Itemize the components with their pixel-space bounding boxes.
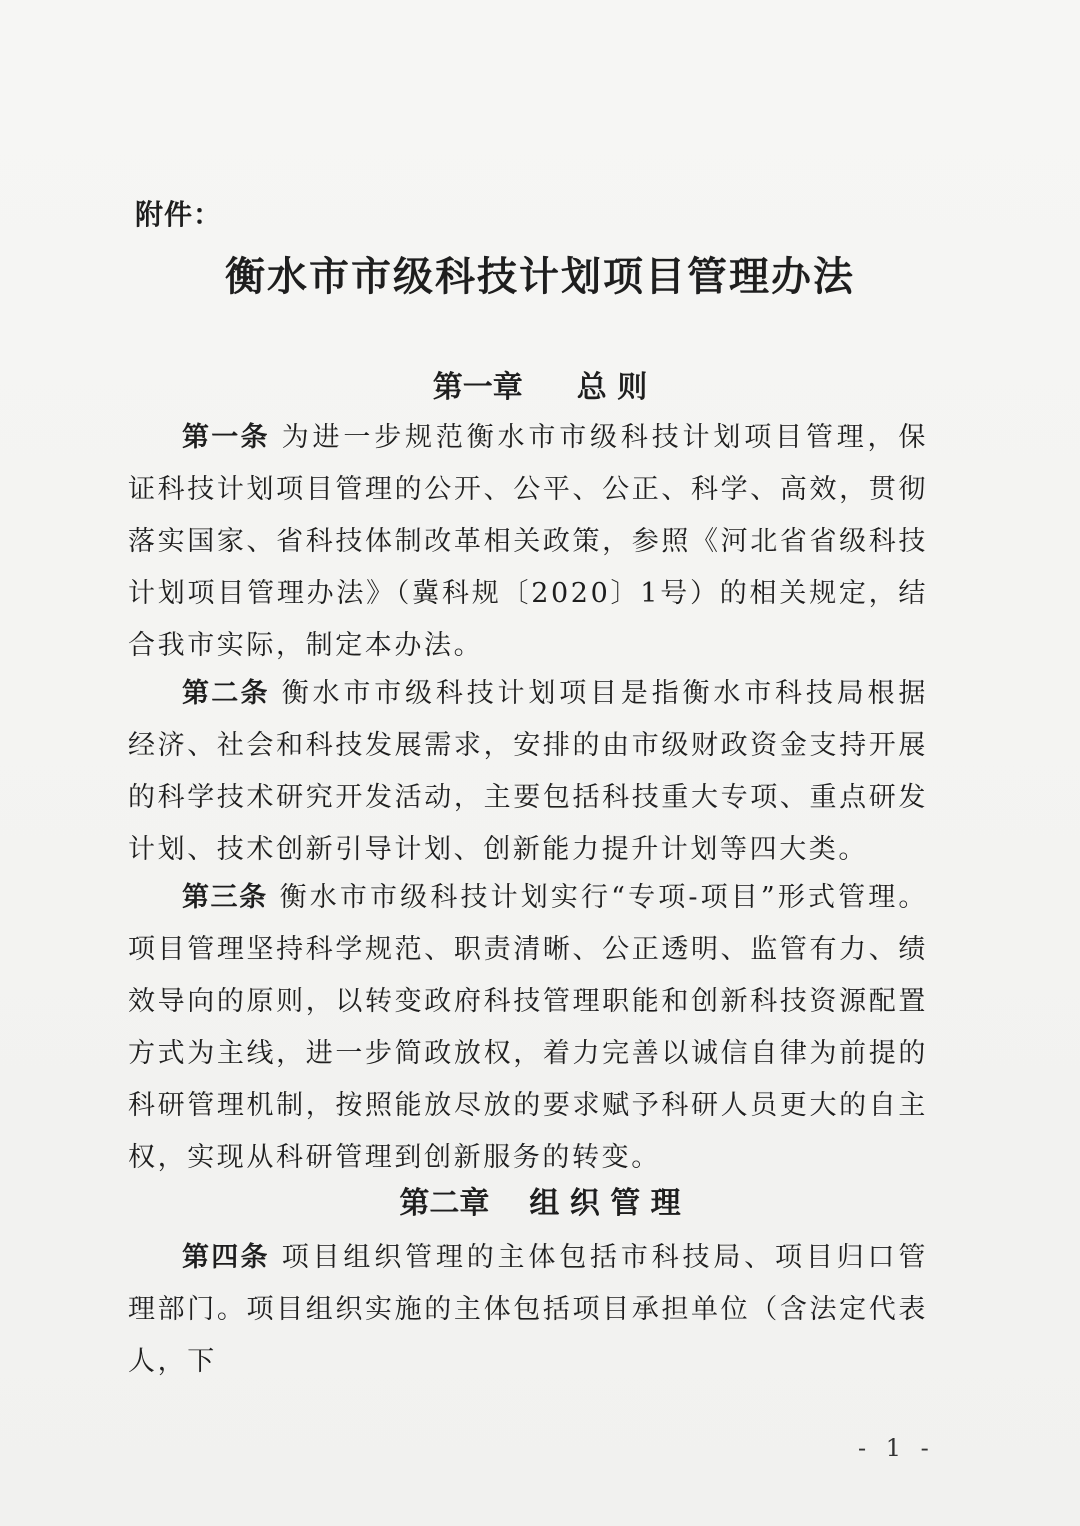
article-label: 第四条	[182, 1242, 270, 1273]
article-label: 第三条	[182, 882, 268, 913]
article-paragraph	[128, 668, 928, 876]
article-text: 衡水市市级科技计划实行“专项-项目”形式管理。项目管理坚持科学规范、职责清晰、公正透明、监管有力、绩效导向的原则，以转变政府科技管理职能和创新科技资源配置方式为主线，进一步简政放权，着力完善以诚信自律为前提的科研管理机制，按照能放尽放的要求赋予科研人员更大的自主权，实现从科研管理到创新服务的转变。	[128, 882, 929, 1173]
article-text: 为进一步规范衡水市市级科技计划项目管理，保证科技计划项目管理的公开、公平、公正、科学、高效，贯彻落实国家、省科技体制改革相关政策，参照《河北省省级科技计划项目管理办法》（冀科规〔2020〕1号）的相关规定，结合我市实际，制定本办法。	[128, 422, 928, 661]
article-text: 项目组织管理的主体包括市科技局、项目归口管理部门。项目组织实施的主体包括项目承担单位（含法定代表人，下	[128, 1242, 928, 1377]
article-label: 第二条	[182, 678, 270, 709]
article-label: 第一条	[182, 422, 270, 453]
chapter-name: 总 则	[576, 370, 648, 405]
chapter-number: 第一章	[432, 370, 523, 405]
article-paragraph	[128, 872, 928, 1184]
page-number: - 1 -	[858, 1434, 935, 1462]
attachment-label: 附件：	[135, 198, 223, 231]
chapter-number: 第二章	[399, 1186, 490, 1221]
document-title: 衡水市市级科技计划项目管理办法	[225, 253, 855, 300]
article-paragraph	[128, 412, 928, 672]
chapter-heading-1	[0, 362, 1080, 406]
chapter-heading-2	[0, 1178, 1080, 1222]
article-text: 衡水市市级科技计划项目是指衡水市科技局根据经济、社会和科技发展需求，安排的由市级财政资金支持开展的科学技术研究开发活动，主要包括科技重大专项、重点研发计划、技术创新引导计划、创新能力提升计划等四大类。	[128, 678, 928, 865]
chapter-name: 组 织 管 理	[529, 1186, 681, 1221]
article-paragraph	[128, 1232, 928, 1388]
